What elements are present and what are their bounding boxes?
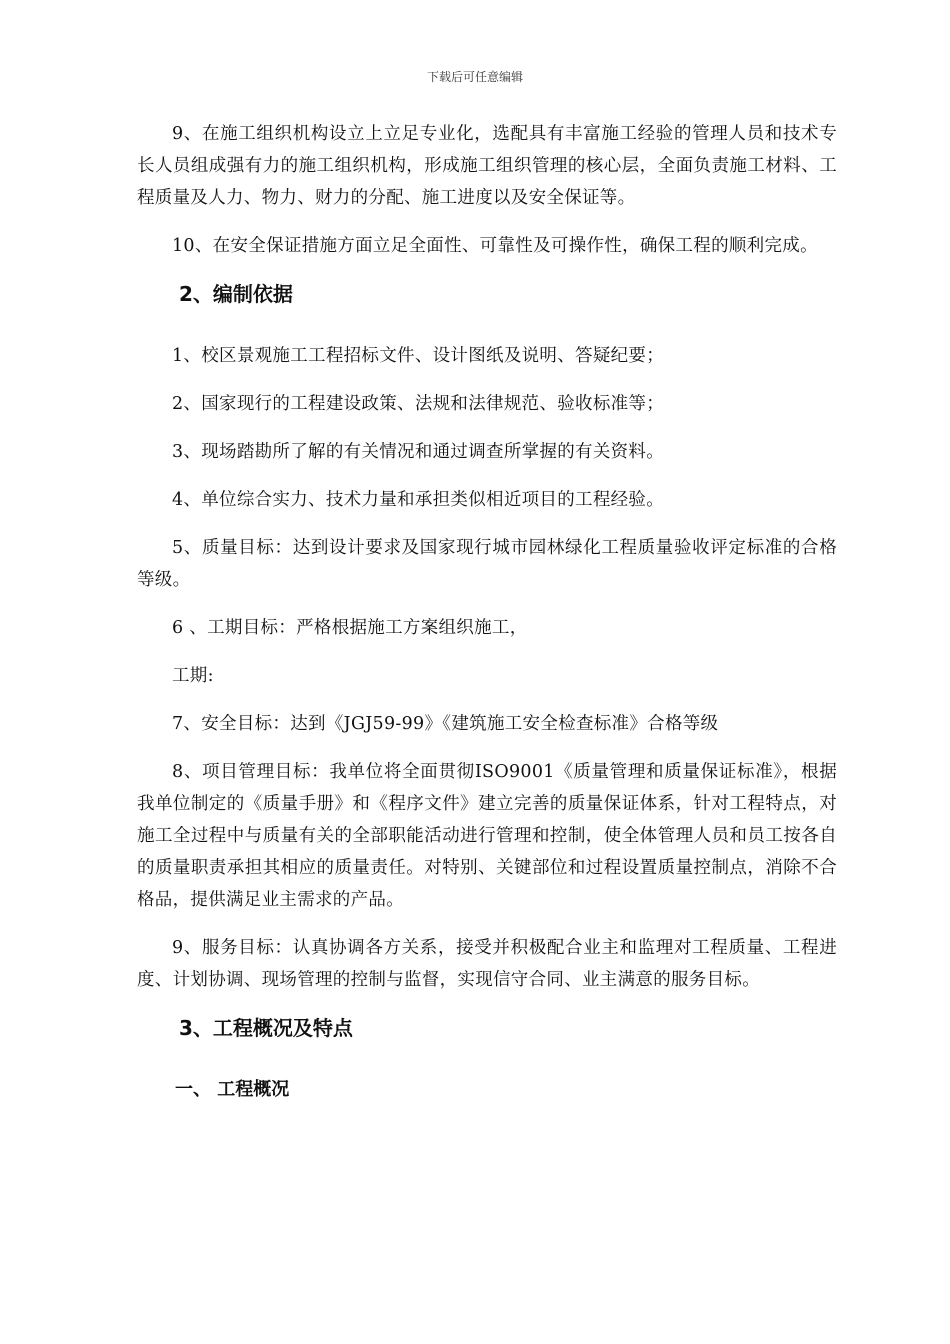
basis-item-3: 3、现场踏勘所了解的有关情况和通过调查所掌握的有关资料。 xyxy=(172,442,665,462)
subsection-heading-overview: 一、 工程概况 xyxy=(175,1079,290,1100)
safety-target: 7、安全目标：达到《JGJ59-99》《建筑施工安全检查标准》合格等级 xyxy=(172,714,719,734)
section-heading-overview: 3、工程概况及特点 xyxy=(179,1016,353,1040)
paragraph-item-10: 10、在安全保证措施方面立足全面性、可靠性及可操作性，确保工程的顺利完成。 xyxy=(172,236,818,256)
paragraph-item-9: 9、在施工组织机构设立上立足专业化，选配具有丰富施工经验的管理人员和技术专长人员组成强有力的施工组织机构，形成施工组织管理的核心层，全面负责施工材料、工程质量及人力、物力、财力的分配、施工进度以及安全保证等。 xyxy=(137,124,837,208)
document-body xyxy=(137,118,837,1106)
schedule-period: 工期: xyxy=(172,666,214,686)
basis-item-1: 1、校区景观施工工程招标文件、设计图纸及说明、答疑纪要； xyxy=(172,346,665,366)
basis-item-2: 2、国家现行的工程建设政策、法规和法律规范、验收标准等； xyxy=(172,394,665,414)
schedule-target: 6 、工期目标：严格根据施工方案组织施工， xyxy=(172,618,528,638)
service-target: 9、服务目标：认真协调各方关系，接受并积极配合业主和监理对工程质量、工程进度、计划协调、现场管理的控制与监督，实现信守合同、业主满意的服务目标。 xyxy=(137,938,837,990)
quality-target: 5、质量目标：达到设计要求及国家现行城市园林绿化工程质量验收评定标准的合格等级。 xyxy=(137,538,837,590)
management-target: 8、项目管理目标：我单位将全面贯彻ISO9001《质量管理和质量保证标准》，根据我单位制定的《质量手册》和《程序文件》建立完善的质量保证体系，针对工程特点，对施工全过程中与质量有关的全部职能活动进行管理和控制，使全体管理人员和员工按各自的质量职责承担其相应的质量责任。对特别、关键部位和过程设置质量控制点，消除不合格品，提供满足业主需求的产品。 xyxy=(137,762,837,910)
page-header: 下载后可任意编辑 xyxy=(426,70,523,84)
basis-item-4: 4、单位综合实力、技术力量和承担类似相近项目的工程经验。 xyxy=(172,490,665,510)
section-heading-basis: 2、编制依据 xyxy=(179,282,293,306)
